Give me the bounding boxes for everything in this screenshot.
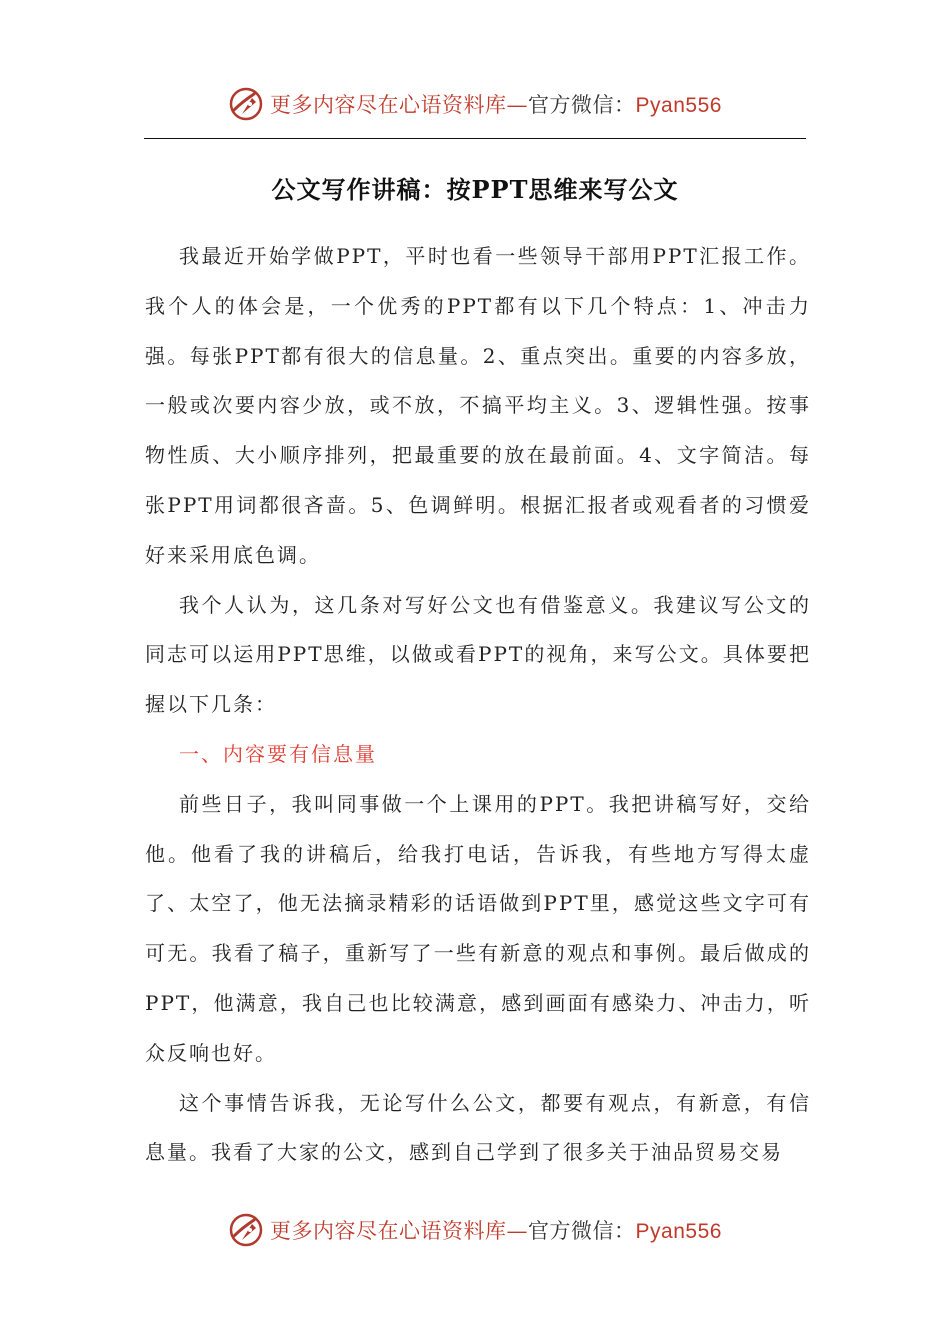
pen-nib-logo-icon bbox=[228, 86, 264, 122]
watermark-dash: — bbox=[506, 93, 529, 117]
paragraph: 我个人认为，这几条对写好公文也有借鉴意义。我建议写公文的同志可以运用PPT思维，以做或看PPT的视角，来写公文。具体要把握以下几条： bbox=[145, 592, 811, 717]
document-body bbox=[145, 232, 811, 1178]
watermark-wechat-id: Pyan556 bbox=[635, 1220, 722, 1243]
watermark-main-text: 更多内容尽在心语资料库 bbox=[270, 1219, 507, 1243]
section-heading: 一、内容要有信息量 bbox=[179, 741, 377, 766]
header-watermark bbox=[0, 74, 950, 134]
paragraph: 前些日子，我叫同事做一个上课用的PPT。我把讲稿写好，交给他。他看了我的讲稿后，给我打电话，告诉我，有些地方写得太虚了、太空了，他无法摘录精彩的话语做到PPT里，感觉这些文字可有可无。我看了稿子，重新写了一些有新意的观点和事例。最后做成的PPT，他满意，我自己也比较满意，感到画面有感染力、冲击力，听众反响也好。 bbox=[145, 791, 811, 1065]
paragraph: 我最近开始学做PPT，平时也看一些领导干部用PPT汇报工作。我个人的体会是，一个优秀的PPT都有以下几个特点：1、冲击力强。每张PPT都有很大的信息量。2、重点突出。重要的内容多放，一般或次要内容少放，或不放，不搞平均主义。3、逻辑性强。按事物性质、大小顺序排列，把最重要的放在最前面。4、文字简洁。每张PPT用词都很吝啬。5、色调鲜明。根据汇报者或观看者的习惯爱好来采用底色调。 bbox=[145, 244, 811, 567]
header-divider bbox=[144, 138, 806, 139]
watermark-wechat-id: Pyan556 bbox=[635, 94, 722, 117]
watermark-label: 官方微信： bbox=[528, 1219, 636, 1243]
watermark-label: 官方微信： bbox=[528, 93, 636, 117]
watermark-main-text: 更多内容尽在心语资料库 bbox=[270, 93, 507, 117]
footer-watermark bbox=[0, 1200, 950, 1260]
watermark-dash: — bbox=[506, 1219, 529, 1243]
document-title: 公文写作讲稿：按PPT思维来写公文 bbox=[271, 175, 679, 204]
paragraph: 这个事情告诉我，无论写什么公文，都要有观点，有新意，有信息量。我看了大家的公文，感到自己学到了很多关于油品贸易交易 bbox=[145, 1090, 811, 1165]
pen-nib-logo-icon bbox=[228, 1212, 264, 1248]
